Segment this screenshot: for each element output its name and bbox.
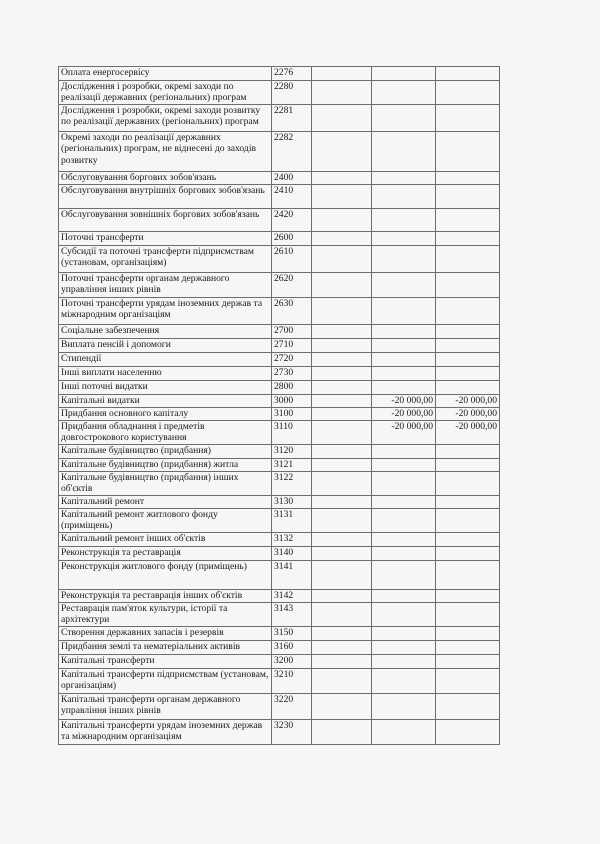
row-value-2 (372, 298, 436, 325)
row-value-2 (372, 273, 436, 298)
row-code: 3220 (272, 693, 312, 719)
row-name: Капітальне будівництво (придбання) житла (59, 459, 272, 472)
row-value-1 (312, 445, 372, 459)
row-code: 3160 (272, 640, 312, 654)
row-code: 3122 (272, 472, 312, 496)
row-value-2 (372, 602, 436, 626)
row-name: Реконструкція та реставрація інших об'єктів (59, 589, 272, 602)
row-name: Обслуговування внутрішніх боргових зобов'язань (59, 185, 272, 209)
row-value-2 (372, 325, 436, 339)
row-value-3: -20 000,00 (436, 408, 500, 421)
table-row (59, 654, 500, 668)
row-value-3 (436, 589, 500, 602)
row-value-3 (436, 459, 500, 472)
row-value-3 (436, 654, 500, 668)
row-code: 2410 (272, 185, 312, 209)
row-name: Реставрація пам'яток культури, історії та архітектури (59, 602, 272, 626)
row-value-1 (312, 105, 372, 132)
row-value-3 (436, 668, 500, 693)
row-value-3 (436, 472, 500, 496)
row-code: 3130 (272, 496, 312, 509)
row-value-2 (372, 546, 436, 560)
row-value-1 (312, 509, 372, 533)
row-value-3 (436, 81, 500, 105)
row-value-3 (436, 132, 500, 172)
row-name: Капітальний ремонт житлового фонду (приміщень) (59, 509, 272, 533)
table-row (59, 408, 500, 421)
table-row (59, 209, 500, 232)
row-name: Оплата енергосервісу (59, 67, 272, 81)
row-name: Капітальне будівництво (придбання) (59, 445, 272, 459)
row-value-3 (436, 367, 500, 381)
row-code: 3131 (272, 509, 312, 533)
row-value-3 (436, 246, 500, 273)
row-name: Обслуговування зовнішніх боргових зобов'язань (59, 209, 272, 232)
row-value-3: -20 000,00 (436, 421, 500, 445)
row-code: 2280 (272, 81, 312, 105)
row-code: 3100 (272, 408, 312, 421)
table-row (59, 602, 500, 626)
row-value-1 (312, 273, 372, 298)
table-row (59, 589, 500, 602)
table-row (59, 546, 500, 560)
row-name: Придбання землі та нематеріальних активів (59, 640, 272, 654)
row-name: Капітальні трансферти (59, 654, 272, 668)
table-row (59, 105, 500, 132)
table-row (59, 298, 500, 325)
row-value-3 (436, 496, 500, 509)
row-name: Капітальні трансферти органам державного управління інших рівнів (59, 693, 272, 719)
row-value-2 (372, 640, 436, 654)
row-name: Капітальні видатки (59, 395, 272, 408)
row-code: 2276 (272, 67, 312, 81)
row-code: 3230 (272, 719, 312, 744)
row-code: 2720 (272, 353, 312, 367)
row-code: 2700 (272, 325, 312, 339)
row-value-1 (312, 654, 372, 668)
row-value-3 (436, 172, 500, 185)
row-value-2 (372, 172, 436, 185)
table-row (59, 325, 500, 339)
row-value-3 (436, 339, 500, 353)
row-value-1 (312, 532, 372, 546)
row-name: Субсидії та поточні трансферти підприємствам (установам, організаціям) (59, 246, 272, 273)
row-value-3 (436, 105, 500, 132)
row-code: 2281 (272, 105, 312, 132)
row-value-1 (312, 459, 372, 472)
table-row (59, 367, 500, 381)
row-code: 2620 (272, 273, 312, 298)
row-name: Дослідження і розробки, окремі заходи розвитку по реалізації державних (регіональних) програм (59, 105, 272, 132)
row-value-2 (372, 232, 436, 246)
row-code: 2282 (272, 132, 312, 172)
row-value-3 (436, 640, 500, 654)
table-row (59, 81, 500, 105)
row-code: 2420 (272, 209, 312, 232)
row-name: Дослідження і розробки, окремі заходи по реалізації державних (регіональних) програм (59, 81, 272, 105)
table-row (59, 719, 500, 744)
row-value-2 (372, 532, 436, 546)
row-value-2 (372, 381, 436, 395)
row-name: Реконструкція житлового фонду (приміщень) (59, 560, 272, 589)
table-row (59, 532, 500, 546)
row-value-1 (312, 339, 372, 353)
row-code: 3000 (272, 395, 312, 408)
row-value-2 (372, 654, 436, 668)
table-row (59, 232, 500, 246)
row-name: Виплата пенсій і допомоги (59, 339, 272, 353)
row-value-3 (436, 693, 500, 719)
row-code: 3150 (272, 626, 312, 640)
table-row (59, 459, 500, 472)
row-value-3 (436, 353, 500, 367)
row-value-1 (312, 81, 372, 105)
row-value-2 (372, 339, 436, 353)
row-name: Окремі заходи по реалізації державних (регіональних) програм, не віднесені до заходів розвитку (59, 132, 272, 172)
row-code: 3143 (272, 602, 312, 626)
row-name: Інші виплати населенню (59, 367, 272, 381)
row-value-3 (436, 719, 500, 744)
table-row (59, 509, 500, 533)
row-value-1 (312, 496, 372, 509)
row-code: 2630 (272, 298, 312, 325)
row-value-1 (312, 381, 372, 395)
row-code: 3110 (272, 421, 312, 445)
row-value-2 (372, 353, 436, 367)
row-value-3 (436, 546, 500, 560)
row-value-1 (312, 472, 372, 496)
row-value-2 (372, 367, 436, 381)
row-value-1 (312, 172, 372, 185)
row-value-2 (372, 719, 436, 744)
row-value-2 (372, 132, 436, 172)
row-name: Поточні трансферти органам державного управління інших рівнів (59, 273, 272, 298)
budget-table (58, 66, 500, 745)
row-name: Створення державних запасів і резервів (59, 626, 272, 640)
row-value-3 (436, 560, 500, 589)
row-value-2 (372, 626, 436, 640)
table-row (59, 132, 500, 172)
row-name: Обслуговування боргових зобов'язань (59, 172, 272, 185)
row-value-3 (436, 602, 500, 626)
row-value-2 (372, 668, 436, 693)
row-value-2 (372, 496, 436, 509)
table-row (59, 353, 500, 367)
row-value-1 (312, 546, 372, 560)
row-value-2 (372, 209, 436, 232)
row-value-2 (372, 472, 436, 496)
row-value-1 (312, 626, 372, 640)
row-value-3 (436, 298, 500, 325)
row-value-3 (436, 532, 500, 546)
row-value-3 (436, 325, 500, 339)
table-row (59, 560, 500, 589)
row-value-1 (312, 640, 372, 654)
row-value-2: -20 000,00 (372, 421, 436, 445)
row-value-1 (312, 560, 372, 589)
row-value-1 (312, 367, 372, 381)
row-code: 2400 (272, 172, 312, 185)
table-row (59, 339, 500, 353)
row-name: Придбання обладнання і предметів довгострокового користування (59, 421, 272, 445)
row-value-1 (312, 67, 372, 81)
table-row (59, 640, 500, 654)
row-value-3 (436, 509, 500, 533)
table-row (59, 67, 500, 81)
row-value-3 (436, 381, 500, 395)
table-row (59, 185, 500, 209)
row-value-3 (436, 445, 500, 459)
row-name: Капітальний ремонт (59, 496, 272, 509)
row-value-2 (372, 185, 436, 209)
row-value-2 (372, 459, 436, 472)
row-value-1 (312, 693, 372, 719)
row-code: 3210 (272, 668, 312, 693)
row-value-1 (312, 298, 372, 325)
row-value-3 (436, 273, 500, 298)
row-value-2 (372, 560, 436, 589)
table-row (59, 246, 500, 273)
row-code: 2600 (272, 232, 312, 246)
row-code: 2710 (272, 339, 312, 353)
row-value-1 (312, 132, 372, 172)
row-value-2 (372, 81, 436, 105)
row-value-1 (312, 421, 372, 445)
row-code: 3121 (272, 459, 312, 472)
row-value-3 (436, 626, 500, 640)
table-row (59, 472, 500, 496)
row-name: Поточні трансферти урядам іноземних держав та міжнародним організаціям (59, 298, 272, 325)
table-row (59, 445, 500, 459)
row-value-1 (312, 408, 372, 421)
table-row (59, 172, 500, 185)
row-name: Стипендії (59, 353, 272, 367)
row-value-2: -20 000,00 (372, 395, 436, 408)
row-code: 2610 (272, 246, 312, 273)
row-value-1 (312, 668, 372, 693)
row-value-1 (312, 325, 372, 339)
row-value-1 (312, 719, 372, 744)
row-code: 3120 (272, 445, 312, 459)
row-code: 2730 (272, 367, 312, 381)
table-row (59, 381, 500, 395)
table-row (59, 693, 500, 719)
row-value-3: -20 000,00 (436, 395, 500, 408)
row-value-2 (372, 246, 436, 273)
row-value-3 (436, 185, 500, 209)
row-value-2 (372, 445, 436, 459)
row-value-1 (312, 232, 372, 246)
row-name: Соціальне забезпечення (59, 325, 272, 339)
row-code: 2800 (272, 381, 312, 395)
row-name: Капітальні трансферти урядам іноземних держав та міжнародним організаціям (59, 719, 272, 744)
table-row (59, 626, 500, 640)
table-row (59, 668, 500, 693)
row-value-1 (312, 602, 372, 626)
row-value-2 (372, 67, 436, 81)
row-value-3 (436, 209, 500, 232)
row-value-1 (312, 589, 372, 602)
table-row (59, 421, 500, 445)
row-code: 3142 (272, 589, 312, 602)
row-value-2: -20 000,00 (372, 408, 436, 421)
row-value-1 (312, 185, 372, 209)
row-name: Інші поточні видатки (59, 381, 272, 395)
row-value-1 (312, 395, 372, 408)
table-row (59, 496, 500, 509)
row-code: 3132 (272, 532, 312, 546)
row-name: Капітальний ремонт інших об'єктів (59, 532, 272, 546)
row-value-1 (312, 353, 372, 367)
row-code: 3140 (272, 546, 312, 560)
row-name: Капітальні трансферти підприємствам (установам, організаціям) (59, 668, 272, 693)
row-code: 3200 (272, 654, 312, 668)
table-row (59, 273, 500, 298)
row-value-1 (312, 246, 372, 273)
row-value-1 (312, 209, 372, 232)
row-value-2 (372, 509, 436, 533)
row-value-3 (436, 67, 500, 81)
row-name: Капітальне будівництво (придбання) інших об'єктів (59, 472, 272, 496)
row-value-3 (436, 232, 500, 246)
row-value-2 (372, 589, 436, 602)
row-name: Реконструкція та реставрація (59, 546, 272, 560)
table-row (59, 395, 500, 408)
row-value-2 (372, 693, 436, 719)
row-name: Поточні трансферти (59, 232, 272, 246)
row-name: Придбання основного капіталу (59, 408, 272, 421)
row-code: 3141 (272, 560, 312, 589)
row-value-2 (372, 105, 436, 132)
